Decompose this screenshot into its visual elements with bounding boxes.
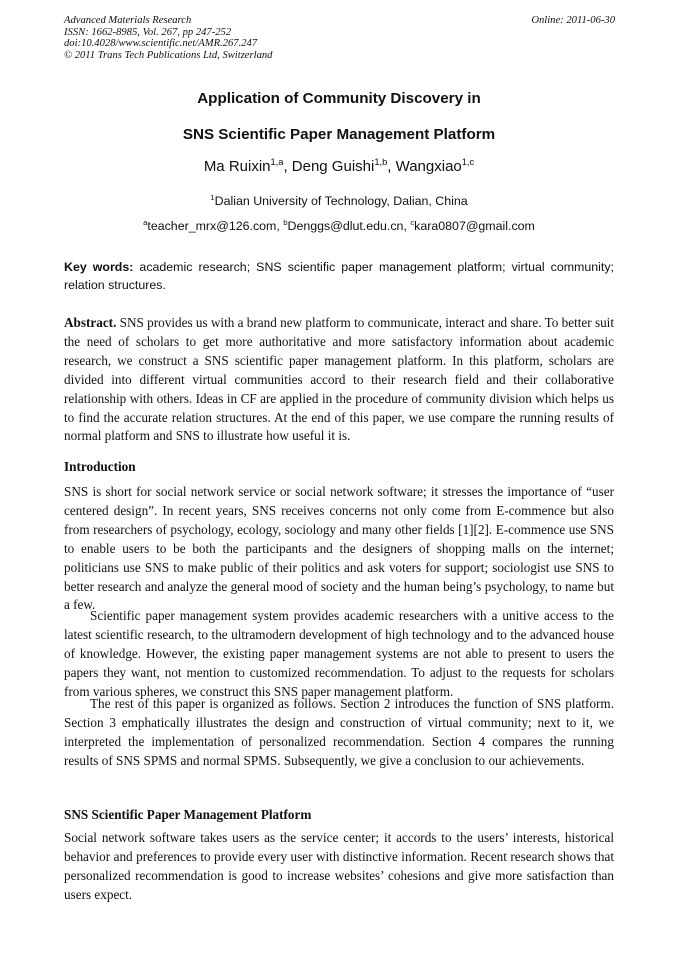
- email-a-marker: a: [143, 217, 148, 227]
- intro-paragraph-3: The rest of this paper is organized as follows. Section 2 introduces the function of SNS platform. Section 3 emphatically illustrates the design and construction of virtual community; next to it, we interpreted the implementation of personalized recommendation. Section 4 compares the running results of SNS SPMS and normal SPMS. Subsequently, we give a conclusion to our achievements.: [64, 696, 614, 768]
- author-3-affil: 1,c: [461, 157, 475, 167]
- section2-paragraph-1: Social network software takes users as the service center; it accords to the users’ interests, historical behavior and preferences to provide every user with distinctive information. Recent research shows that personalized recommendation is good to increase websites’ cohesions and give more satisfaction than users expect.: [64, 830, 614, 902]
- author-1-affil: 1,a: [270, 157, 284, 167]
- email-b: Denggs@dlut.edu.cn,: [287, 219, 411, 233]
- author-2: Deng Guishi: [291, 158, 375, 175]
- online-date: Online: 2011-06-30: [531, 15, 615, 26]
- journal-copyright: © 2011 Trans Tech Publications Ltd, Switzerland: [64, 49, 273, 61]
- author-separator: ,: [387, 158, 396, 175]
- paper-title-line-1: Application of Community Discovery in: [197, 90, 481, 107]
- journal-doi: doi:10.4028/www.scientific.net/AMR.267.247: [64, 38, 258, 50]
- author-separator: ,: [283, 158, 292, 175]
- email-c: kara0807@gmail.com: [414, 219, 535, 233]
- affiliation-text: Dalian University of Technology, Dalian, China: [214, 194, 468, 208]
- email-a: teacher_mrx@126.com,: [147, 219, 284, 233]
- journal-issn: ISSN: 1662-8985, Vol. 267, pp 247-252: [64, 26, 232, 38]
- author-list: [0, 158, 678, 175]
- author-1: Ma Ruixin: [203, 158, 271, 175]
- abstract: [64, 314, 614, 446]
- keywords-label: Key words:: [64, 260, 134, 274]
- abstract-label: Abstract.: [64, 315, 117, 330]
- email-b-marker: b: [283, 217, 288, 227]
- author-emails: [0, 219, 678, 233]
- author-3: Wangxiao: [395, 158, 462, 175]
- abstract-text: SNS provides us with a brand new platform to communicate, interact and share. To better suit the need of scholars to get more authoritative and more satisfactory information about academic research, we construct a SNS scientific paper management platform. In this platform, scholars are divided into different virtual communities accord to their research field and their collaborative relationship with others. Ideas in CF are applied in the procedure of community division which helps us to find the accurate relation structures. At the end of this paper, we use compare the running results of normal platform and SNS to illustrate how useful it is.: [64, 315, 615, 444]
- heading-introduction: Introduction: [64, 459, 136, 474]
- author-2-affil: 1,b: [374, 157, 388, 167]
- keywords: [64, 258, 614, 294]
- intro-paragraph-2: Scientific paper management system provides academic researchers with a unitive access to the latest scientific research, to the ultramodern development of high technology and to the advanced house of knowledge. However, the existing paper management systems are not able to present to users the papers they want, not mention to customized recommendation. To adjust to the requests for scholars from various spheres, we construct this SNS paper management platform.: [64, 608, 614, 699]
- email-c-marker: c: [410, 217, 415, 227]
- paper-title-line-2: SNS Scientific Paper Management Platform: [182, 126, 496, 143]
- journal-header: [64, 15, 615, 61]
- affiliation-marker: 1: [210, 192, 215, 202]
- intro-paragraph-1: SNS is short for social network service or social network software; it stresses the importance of “user centered design”. In recent years, SNS receives concerns not only come from E-commence but also from researchers of psychology, ecology, sociology and many other fields [1][2]. E-commence use SNS to enable users to be both the participants and the designers of shopping malls on the internet; politicians use SNS to make public of their politics and ask voters for support; sociologist use SNS to better research and analyze the general mood of society and the human being’s psychology, to name but a few.: [64, 484, 614, 613]
- journal-name: Advanced Materials Research: [64, 15, 192, 26]
- affiliation: [0, 194, 678, 208]
- heading-sns-platform: SNS Scientific Paper Management Platform: [64, 807, 312, 822]
- keywords-text: academic research; SNS scientific paper management platform; virtual community; relation structures.: [64, 260, 614, 292]
